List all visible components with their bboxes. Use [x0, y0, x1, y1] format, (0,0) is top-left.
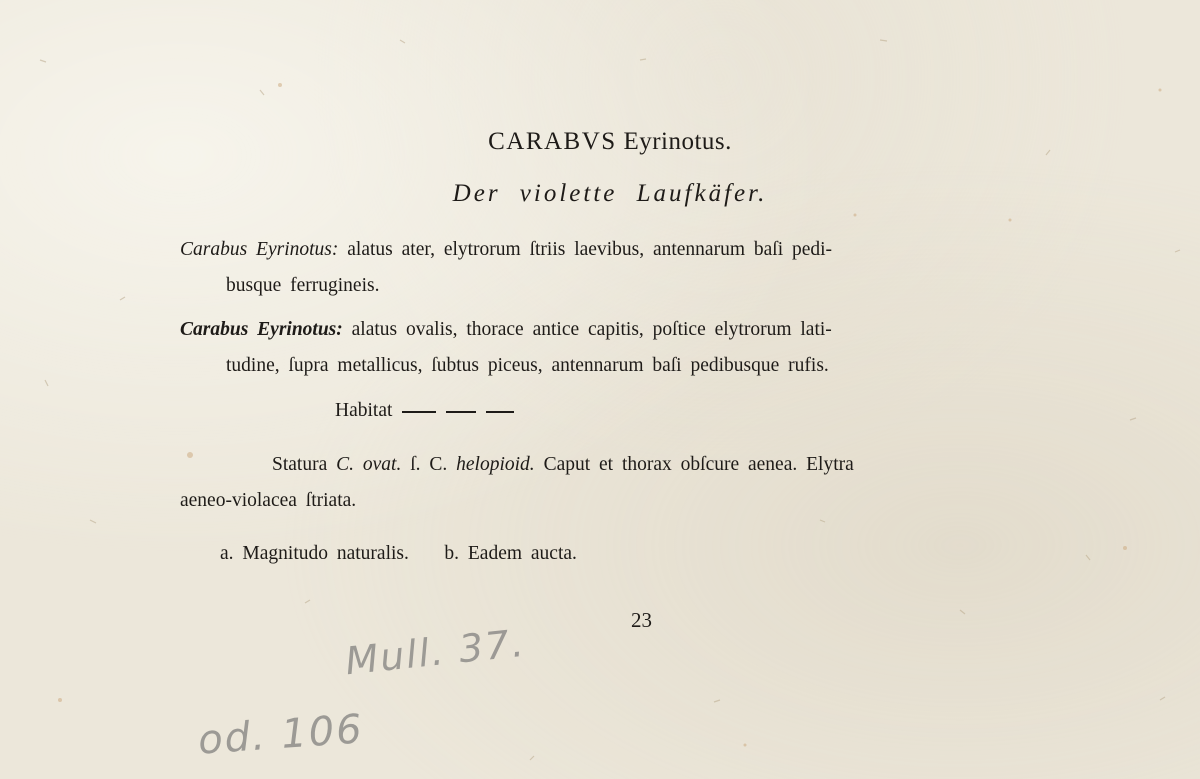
- statura-line-1: [180, 447, 1060, 483]
- statura-ref-2: helopioid.: [456, 454, 535, 475]
- statura-text: Statura: [272, 454, 328, 475]
- description-entry-2: [180, 312, 1060, 384]
- title-genus: CARABVS: [488, 128, 617, 155]
- statura-text: ſ. C.: [410, 454, 448, 475]
- title-species: Eyrinotus.: [623, 128, 732, 155]
- habitat-dash: [486, 411, 514, 413]
- figure-legend: [220, 536, 920, 572]
- entry-2-lead: Carabus Eyrinotus:: [180, 319, 343, 340]
- habitat-dash: [446, 411, 476, 413]
- description-entry-1: [180, 232, 1060, 304]
- figure-b-caption: b. Eadem aucta.: [444, 543, 577, 564]
- statura-ref-1: C. ovat.: [336, 454, 402, 475]
- statura-text: Caput et thorax obſcure aenea. Elytra: [543, 454, 854, 475]
- entry-1-lead: Carabus Eyrinotus:: [180, 239, 339, 260]
- entry-1-line-1: [180, 239, 832, 260]
- entry-2-text: alatus ovalis, thorace antice capitis, poſtice elytrorum lati-: [351, 319, 832, 340]
- statura-line-2: aeneo-violacea ſtriata.: [180, 490, 357, 511]
- entry-1-line-2: busque ferrugineis.: [226, 275, 380, 296]
- entry-2-line-1: [180, 319, 832, 340]
- pencil-annotation-2: od. 106: [196, 706, 366, 764]
- page-number: 23: [631, 608, 652, 632]
- habitat-dash: [402, 411, 436, 413]
- entry-2-line-2: tudine, ſupra metallicus, ſubtus piceus, antennarum baſi pedibusque rufis.: [226, 355, 829, 376]
- pencil-annotation-1: Mull. 37.: [343, 620, 528, 684]
- entry-1-text: alatus ater, elytrorum ſtriis laevibus, antennarum baſi pedi-: [347, 239, 833, 260]
- page-subtitle: Der violette Laufkäfer.: [452, 180, 768, 207]
- page-title: [0, 128, 1200, 156]
- figure-a-caption: a. Magnitudo naturalis.: [220, 543, 409, 564]
- habitat-label: Habitat: [335, 400, 393, 421]
- habitat-line: [335, 400, 514, 422]
- statura-paragraph: [180, 447, 1060, 519]
